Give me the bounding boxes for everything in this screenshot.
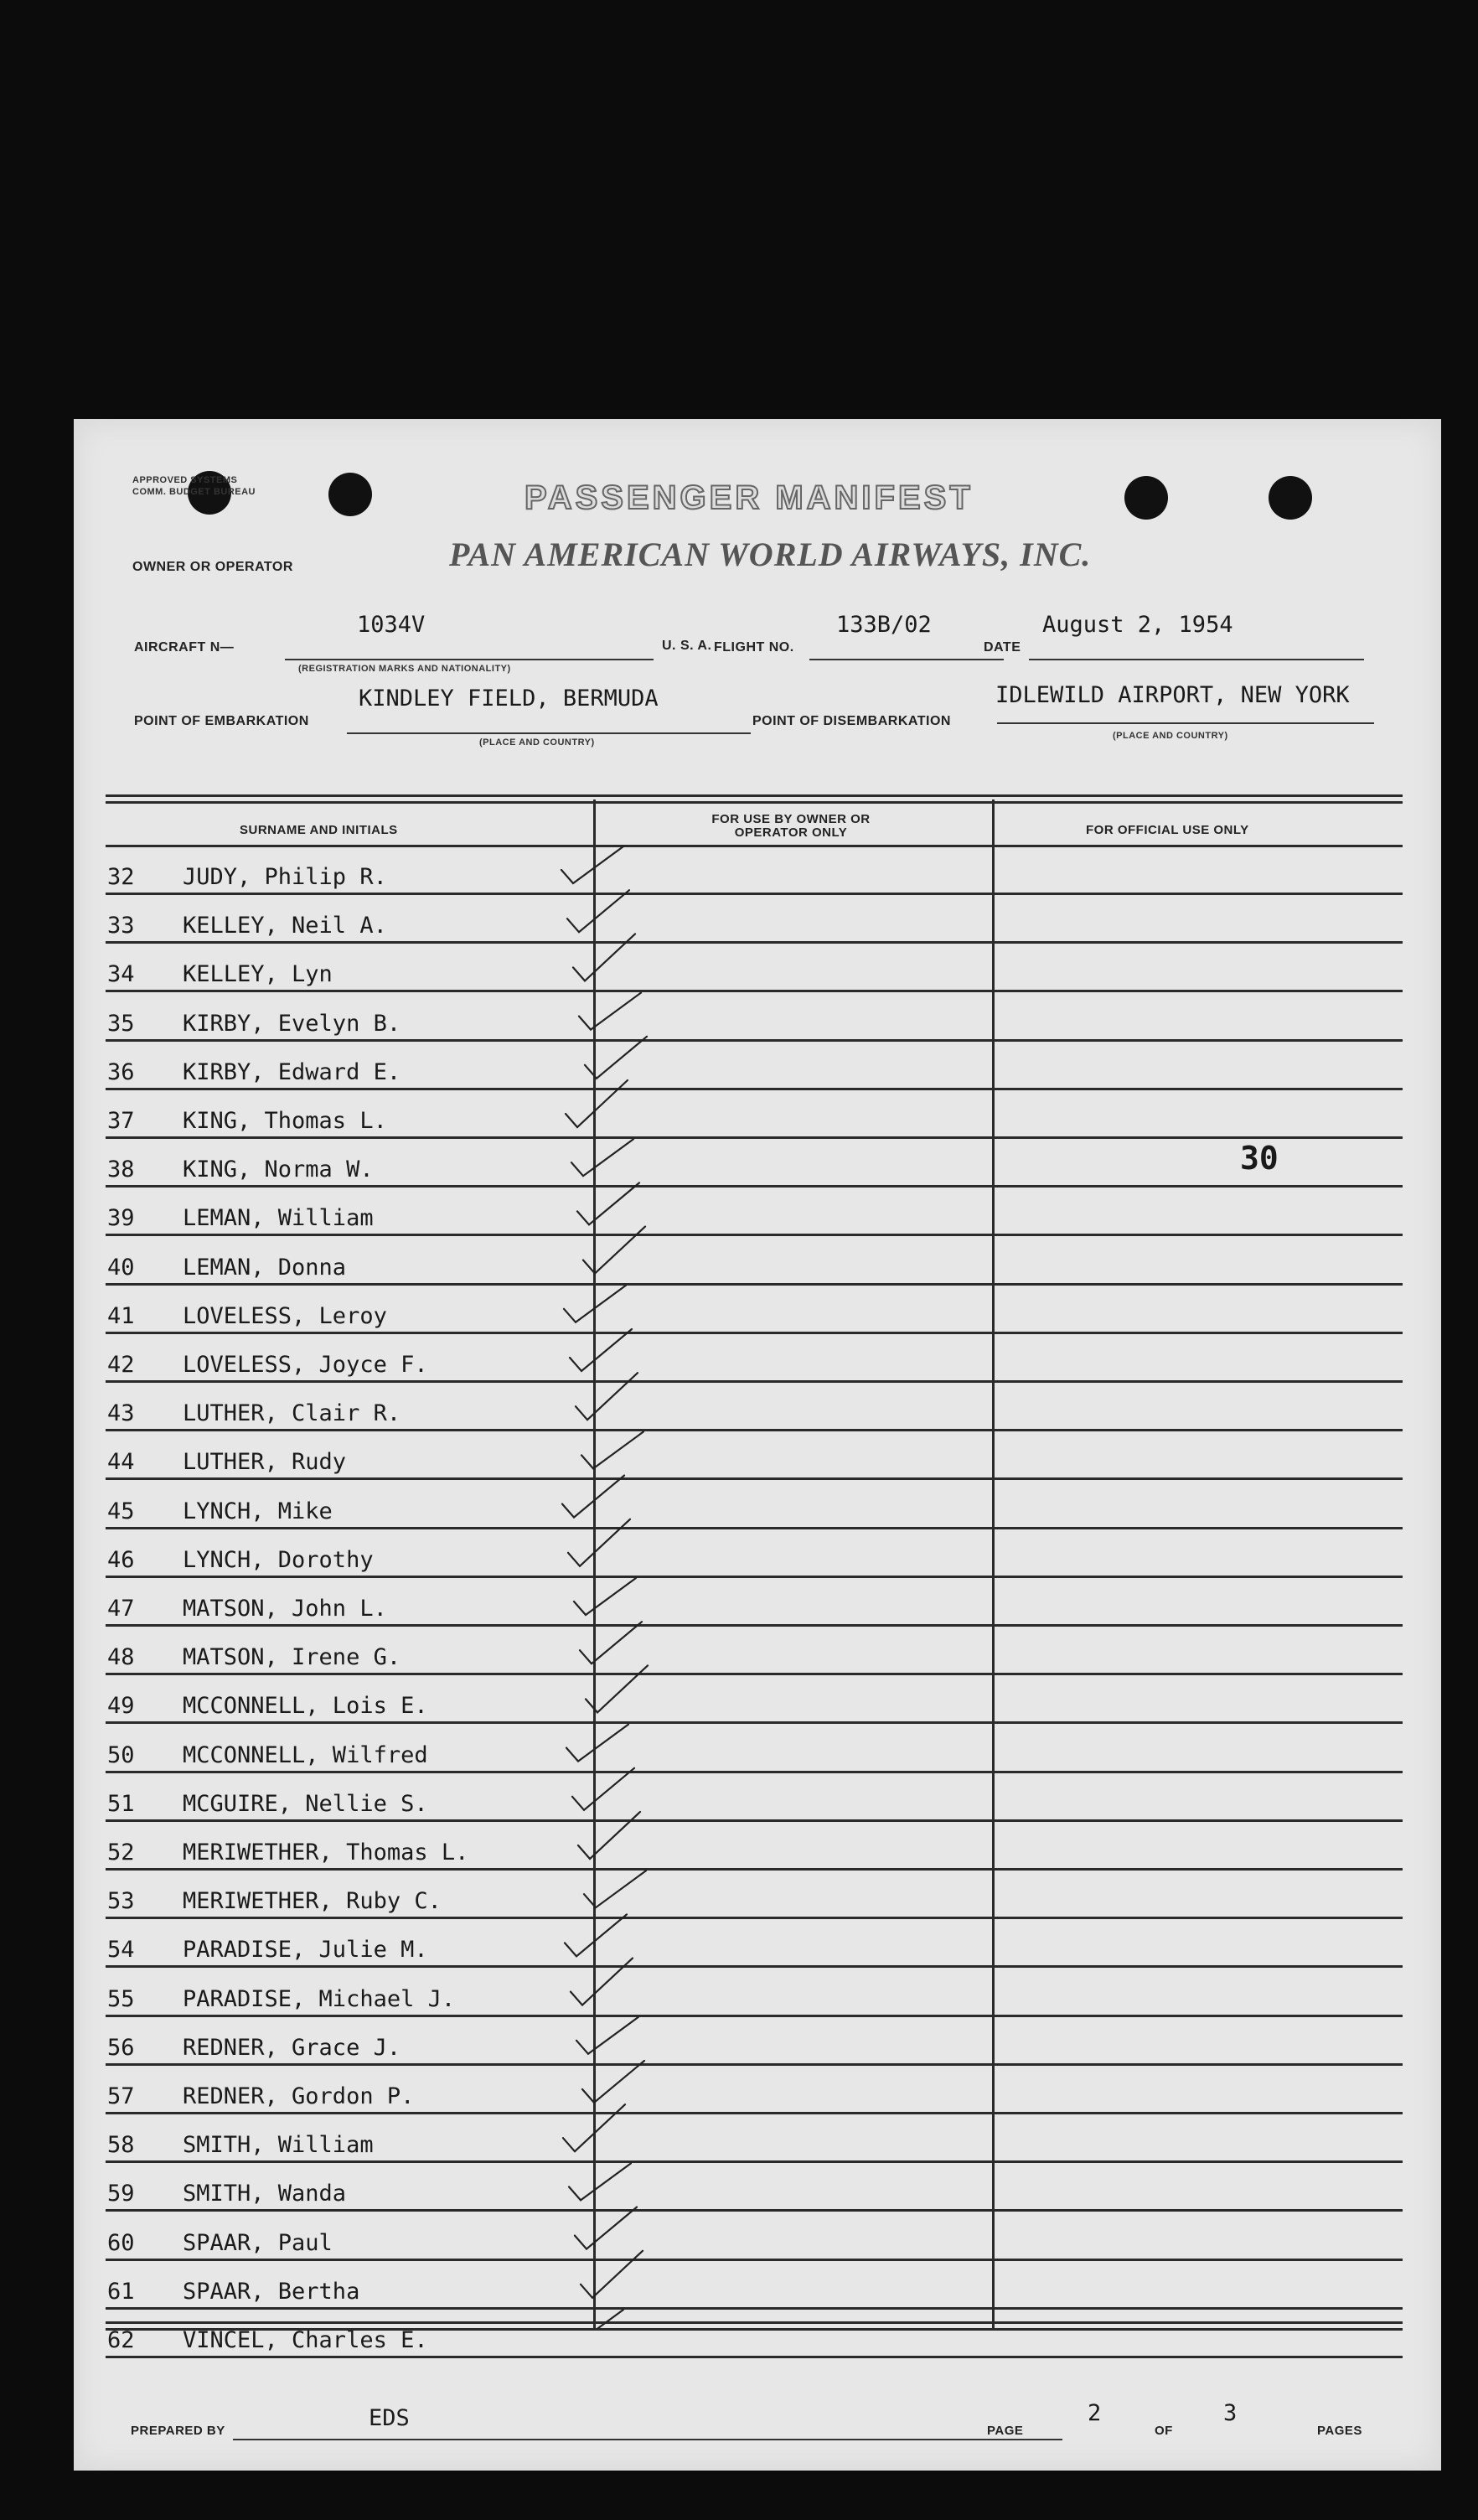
aircraft-label: AIRCRAFT N—: [134, 640, 235, 655]
passenger-name: LYNCH, Mike: [183, 1498, 333, 1524]
row-number: 36: [107, 1058, 135, 1085]
column-header-name: SURNAME AND INITIALS: [240, 823, 398, 837]
passenger-name: SPAAR, Bertha: [183, 2278, 360, 2305]
passenger-name: JUDY, Philip R.: [183, 864, 387, 890]
check-mark: [584, 1871, 646, 1907]
check-mark: [581, 2251, 643, 2298]
passenger-name: LYNCH, Dorothy: [183, 1546, 374, 1573]
passenger-name: SMITH, Wanda: [183, 2181, 347, 2207]
check-mark: [570, 1329, 632, 1371]
check-mark: [561, 846, 623, 883]
disembarkation-place: IDLEWILD AIRPORT, NEW YORK: [995, 682, 1350, 708]
row-number: 41: [107, 1302, 135, 1329]
check-mark: [569, 2163, 631, 2200]
row-number: 43: [107, 1400, 135, 1427]
passenger-name: LOVELESS, Joyce F.: [183, 1352, 428, 1378]
check-mark: [580, 1622, 642, 1664]
row-number: 55: [107, 1985, 135, 2012]
passenger-name: MCCONNELL, Lois E.: [183, 1693, 428, 1720]
row-number: 39: [107, 1205, 135, 1232]
passenger-name: MATSON, Irene G.: [183, 1644, 401, 1671]
company-name: PAN AMERICAN WORLD AIRWAYS, INC.: [449, 536, 1092, 573]
row-number: 45: [107, 1498, 135, 1524]
approval-note: APPROVED SYSTEMS COMM. BUDGET BUREAU: [132, 475, 256, 497]
passenger-name: KING, Thomas L.: [183, 1108, 387, 1134]
punch-hole: [1269, 476, 1312, 520]
row-number: 38: [107, 1157, 135, 1183]
check-mark: [581, 1431, 643, 1468]
passenger-name: LOVELESS, Leroy: [183, 1302, 387, 1329]
row-number: 56: [107, 2034, 135, 2061]
page-title: PASSENGER MANIFEST: [525, 479, 974, 516]
check-mark: [567, 890, 629, 932]
flight-date: August 2, 1954: [1042, 612, 1233, 638]
check-mark: [565, 1914, 627, 1956]
passenger-name: LEMAN, William: [183, 1205, 374, 1232]
check-mark: [576, 2017, 638, 2054]
row-number: 51: [107, 1790, 135, 1817]
row-number: 62: [107, 2327, 135, 2353]
check-mark: [577, 1182, 639, 1224]
check-mark: [571, 1139, 633, 1176]
check-mark: [563, 2104, 625, 2151]
check-mark: [578, 1812, 640, 1859]
check-mark: [583, 1227, 645, 1274]
row-number: 37: [107, 1108, 135, 1134]
passenger-name: VINCEL, Charles E.: [183, 2327, 428, 2353]
row-number: 49: [107, 1693, 135, 1720]
passenger-name: MERIWETHER, Ruby C.: [183, 1888, 442, 1915]
punch-hole: [328, 473, 372, 516]
check-mark: [585, 1037, 647, 1079]
row-number: 54: [107, 1937, 135, 1964]
row-number: 52: [107, 1840, 135, 1865]
disembarkation-label: POINT OF DISEMBARKATION: [752, 714, 951, 728]
passenger-name: LUTHER, Clair R.: [183, 1400, 401, 1427]
row-number: 61: [107, 2278, 135, 2305]
passenger-name: PARADISE, Michael J.: [183, 1985, 456, 2012]
registration-note: (REGISTRATION MARKS AND NATIONALITY): [298, 664, 511, 674]
page-label: PAGE: [987, 2424, 1024, 2438]
check-mark: [582, 2061, 644, 2103]
date-label: DATE: [984, 640, 1021, 655]
passenger-name: PARADISE, Julie M.: [183, 1937, 428, 1964]
row-number: 48: [107, 1644, 135, 1671]
row-number: 53: [107, 1888, 135, 1915]
manifest-sheet: [74, 419, 1441, 2471]
row-number: 58: [107, 2132, 135, 2159]
row-number: 34: [107, 961, 135, 988]
owner-label: OWNER OR OPERATOR: [132, 560, 293, 574]
aircraft-number: 1034V: [357, 612, 426, 638]
check-marks: [106, 794, 1403, 2328]
check-mark: [579, 993, 641, 1030]
row-number: 47: [107, 1596, 135, 1622]
embarkation-place: KINDLEY FIELD, BERMUDA: [359, 686, 659, 711]
disembark-place-note: (PLACE AND COUNTRY): [1113, 731, 1228, 741]
check-mark: [573, 934, 635, 981]
passenger-name: MCGUIRE, Nellie S.: [183, 1790, 428, 1817]
row-number: 50: [107, 1741, 135, 1768]
row-number: 57: [107, 2083, 135, 2109]
check-mark: [576, 1373, 638, 1420]
embark-place-note: (PLACE AND COUNTRY): [479, 737, 595, 748]
passenger-name: MATSON, John L.: [183, 1596, 387, 1622]
check-mark: [566, 1080, 628, 1127]
passenger-name: MCCONNELL, Wilfred: [183, 1741, 428, 1768]
check-mark: [566, 1725, 628, 1762]
check-mark: [574, 1578, 636, 1615]
prepared-by: EDS: [369, 2405, 410, 2431]
row-number: 32: [107, 864, 135, 890]
row-number: 60: [107, 2229, 135, 2256]
passenger-name: KIRBY, Edward E.: [183, 1058, 401, 1085]
passenger-name: SMITH, William: [183, 2132, 374, 2159]
passenger-name: REDNER, Grace J.: [183, 2034, 401, 2061]
page-number: 2: [1088, 2400, 1102, 2426]
check-mark: [586, 1665, 648, 1712]
embarkation-label: POINT OF EMBARKATION: [134, 714, 309, 728]
flight-no-label: FLIGHT NO.: [714, 640, 794, 655]
pages-label: PAGES: [1317, 2424, 1362, 2438]
of-label: OF: [1155, 2424, 1173, 2438]
row-number: 42: [107, 1352, 135, 1378]
column-header-owner: FOR USE BY OWNER OR OPERATOR ONLY: [711, 812, 871, 840]
passenger-name: KIRBY, Evelyn B.: [183, 1010, 401, 1037]
row-number: 44: [107, 1449, 135, 1476]
flight-number: 133B/02: [836, 612, 932, 638]
check-mark: [572, 1768, 634, 1810]
passenger-name: KING, Norma W.: [183, 1157, 374, 1183]
row-number: 40: [107, 1254, 135, 1281]
check-mark: [571, 1959, 633, 2005]
row-number: 33: [107, 913, 135, 939]
passenger-name: KELLEY, Neil A.: [183, 913, 387, 939]
passenger-name: MERIWETHER, Thomas L.: [183, 1840, 469, 1865]
row-number: 59: [107, 2181, 135, 2207]
check-mark: [562, 1476, 624, 1518]
nationality: U. S. A.: [662, 639, 712, 653]
row-number: 35: [107, 1010, 135, 1037]
check-mark: [568, 1519, 630, 1566]
column-header-official: FOR OFFICIAL USE ONLY: [1086, 823, 1249, 837]
passenger-name: LUTHER, Rudy: [183, 1449, 347, 1476]
check-mark: [575, 2207, 637, 2249]
official-note: 30: [1240, 1140, 1279, 1177]
check-mark: [561, 2310, 623, 2328]
passenger-name: LEMAN, Donna: [183, 1254, 347, 1281]
punch-hole: [1124, 476, 1168, 520]
passenger-name: KELLEY, Lyn: [183, 961, 333, 988]
check-mark: [564, 1286, 626, 1322]
row-number: 46: [107, 1546, 135, 1573]
passenger-name: REDNER, Gordon P.: [183, 2083, 415, 2109]
passenger-name: SPAAR, Paul: [183, 2229, 333, 2256]
prepared-by-label: PREPARED BY: [131, 2424, 225, 2438]
page-total: 3: [1223, 2400, 1238, 2426]
